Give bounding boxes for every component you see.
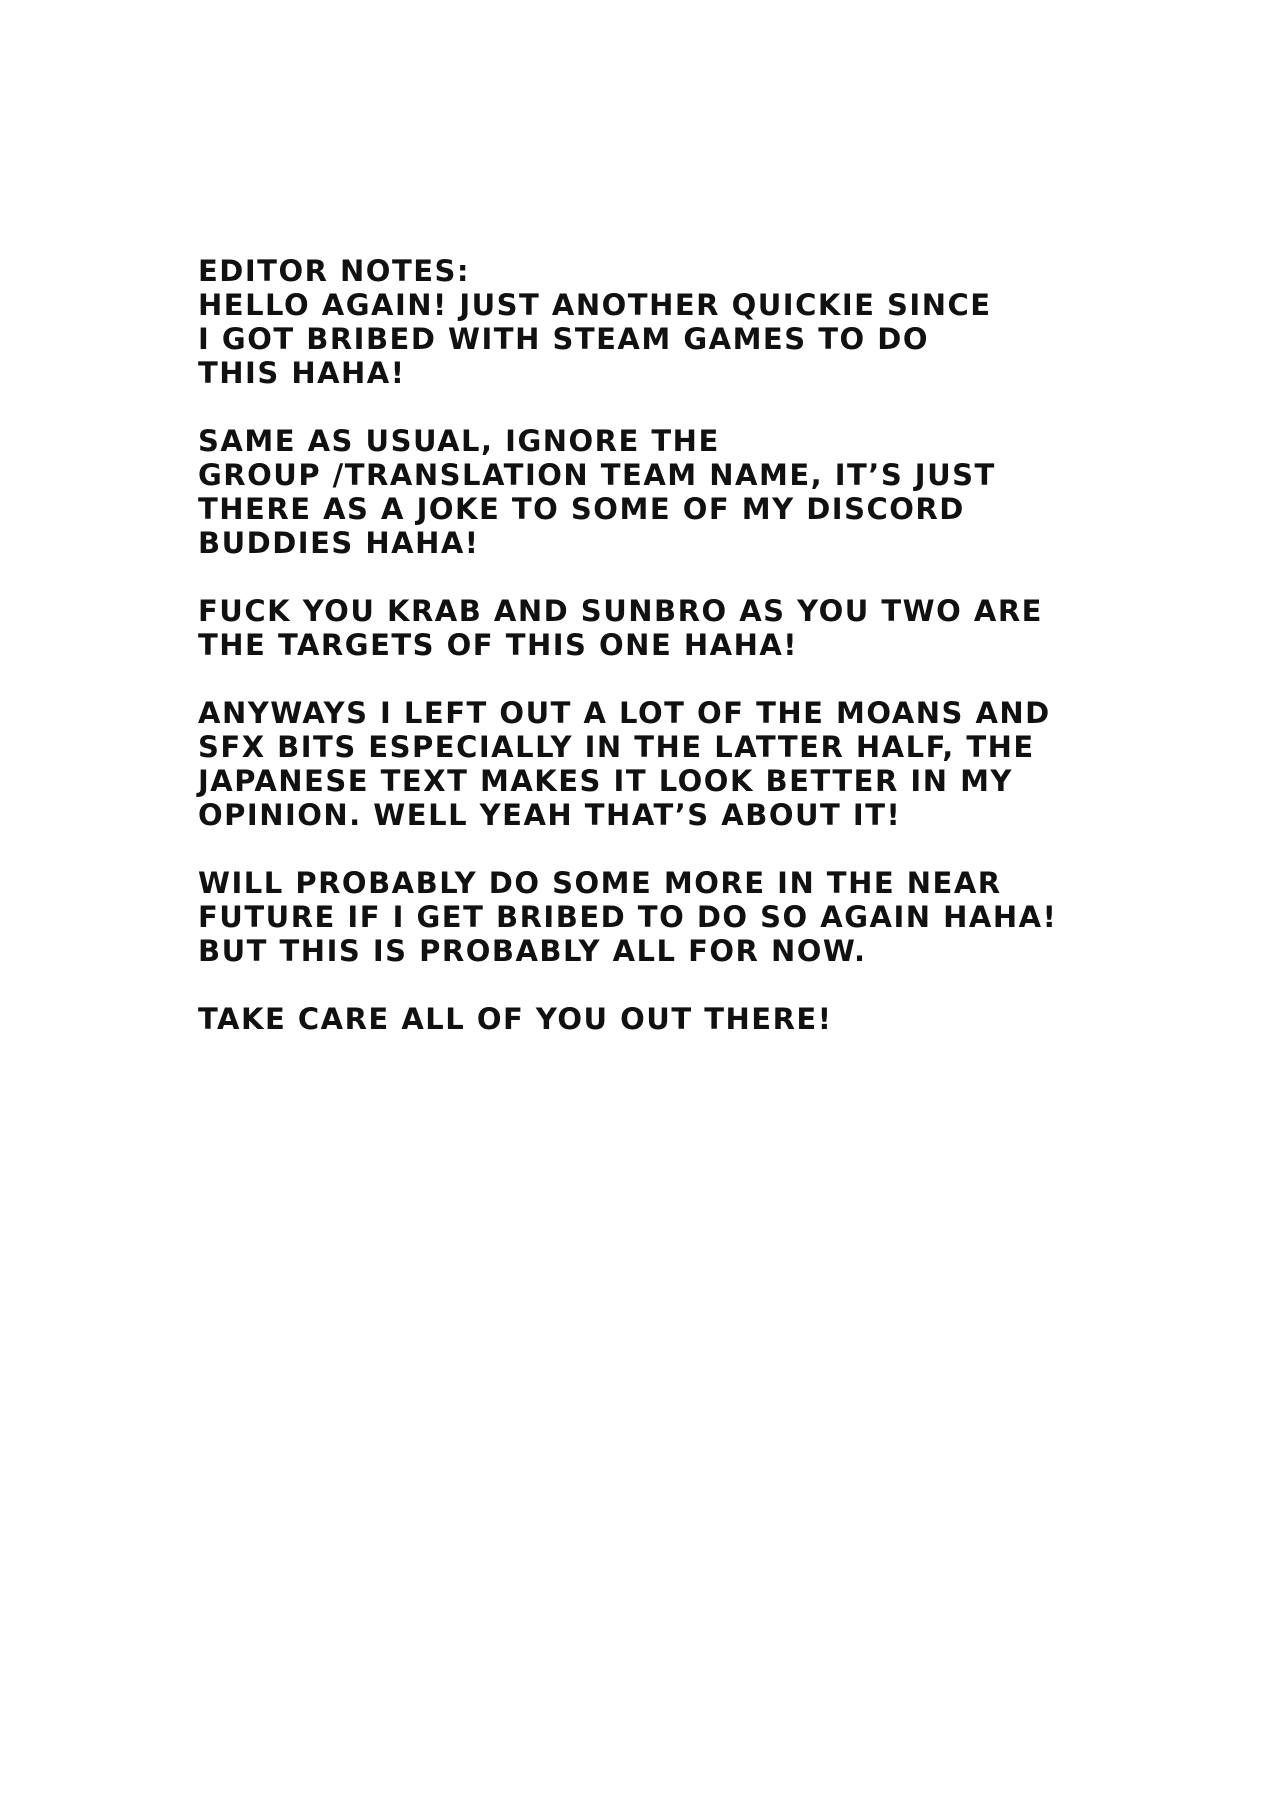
paragraph-targets [198, 594, 1198, 662]
editor-notes [198, 254, 1198, 1070]
paragraph-intro [198, 254, 1198, 390]
paragraph-future [198, 866, 1198, 968]
text-line: ANYWAYS I LEFT OUT A LOT OF THE MOANS AND [198, 696, 1051, 730]
text-line: FUTURE IF I GET BRIBED TO DO SO AGAIN HAHA! [198, 900, 1058, 934]
text-line: SAME AS USUAL, IGNORE THE [198, 424, 720, 458]
text-line: JAPANESE TEXT MAKES IT LOOK BETTER IN MY [198, 764, 1013, 798]
paragraph-group-name [198, 424, 1198, 560]
text-line: FUCK YOU KRAB AND SUNBRO AS YOU TWO ARE [198, 594, 1043, 628]
text-line: BUT THIS IS PROBABLY ALL FOR NOW. [198, 934, 867, 968]
text-line: THIS HAHA! [198, 356, 406, 390]
notes-heading: EDITOR NOTES: [198, 254, 471, 288]
text-line: SFX BITS ESPECIALLY IN THE LATTER HALF, THE [198, 730, 1035, 764]
text-line: OPINION. WELL YEAH THAT’S ABOUT IT! [198, 798, 902, 832]
text-line: GROUP /TRANSLATION TEAM NAME, IT’S JUST [198, 458, 996, 492]
paragraph-signoff [198, 1002, 1198, 1036]
text-line: WILL PROBABLY DO SOME MORE IN THE NEAR [198, 866, 1002, 900]
text-line: THERE AS A JOKE TO SOME OF MY DISCORD [198, 492, 965, 526]
paragraph-sfx [198, 696, 1198, 832]
text-line: TAKE CARE ALL OF YOU OUT THERE! [198, 1002, 833, 1036]
text-line: BUDDIES HAHA! [198, 526, 480, 560]
text-line: THE TARGETS OF THIS ONE HAHA! [198, 628, 799, 662]
text-line: I GOT BRIBED WITH STEAM GAMES TO DO [198, 322, 929, 356]
text-line: HELLO AGAIN! JUST ANOTHER QUICKIE SINCE [198, 288, 992, 322]
